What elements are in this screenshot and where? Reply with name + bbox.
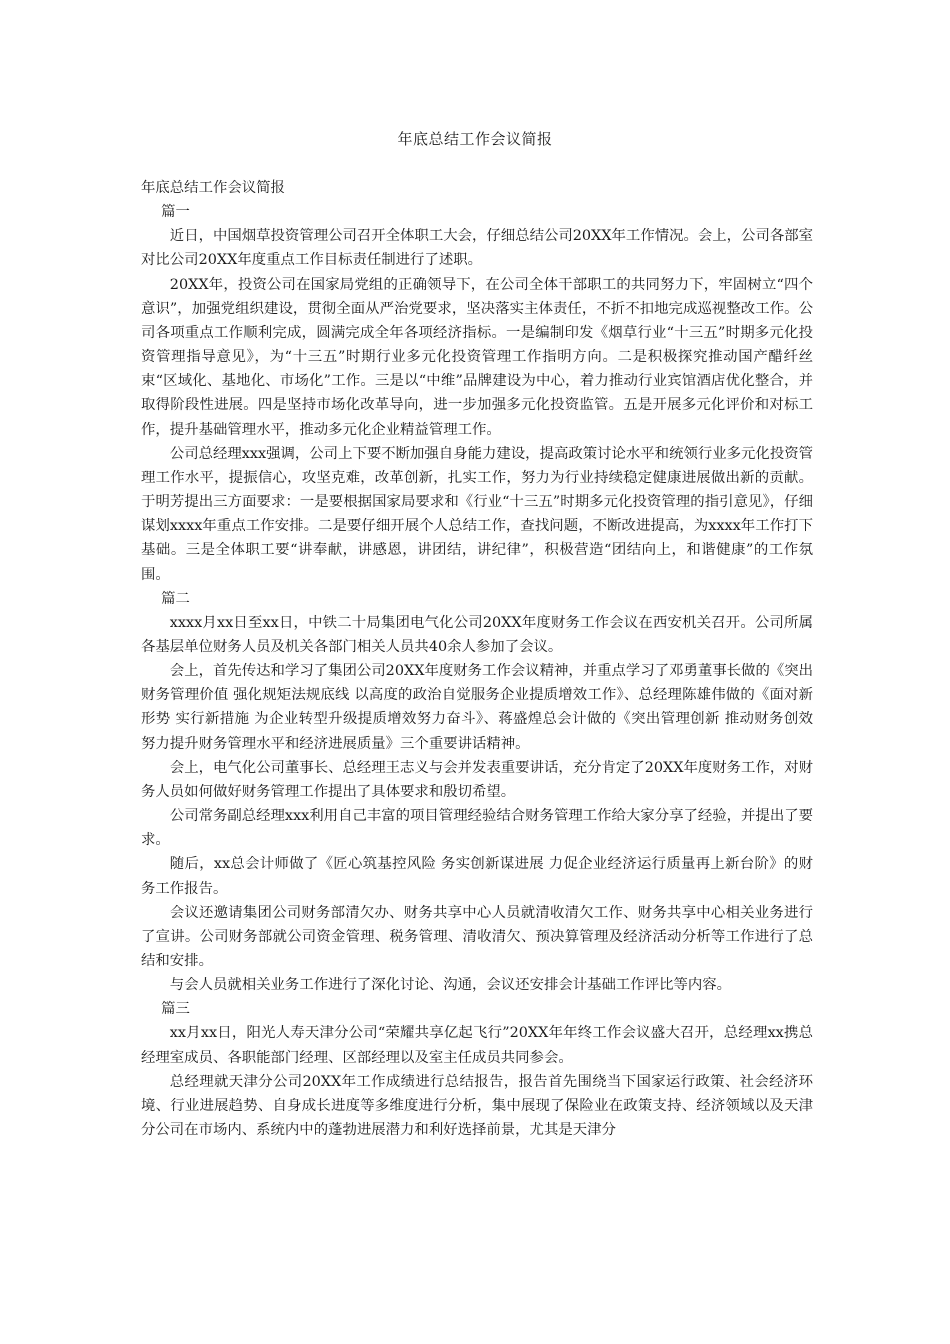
paragraph: 与会人员就相关业务工作进行了深化讨论、沟通，会议还安排会计基础工作评比等内容。 xyxy=(169,977,732,994)
paragraph: 近日，中国烟草投资管理公司召开全体职工大会，仔细总结公司20XX年工作情况。会上，公司各部室对比公司20XX年度重点工作目标责任制进行了述职。 xyxy=(141,228,814,269)
paragraph: 会上，电气化公司董事长、总经理王志义与会并发表重要讲话，充分肯定了20XX年度财务工作，对财务人员如何做好财务管理工作提出了具体要求和殷切希望。 xyxy=(141,759,814,800)
document-subtitle: 年底总结工作会议简报 xyxy=(141,180,285,196)
paragraph: 公司总经理xxx强调，公司上下要不断加强自身能力建设，提高政策讨论水平和统领行业多元化投资管理工作水平，提振信心，攻坚克难，改革创新，扎实工作，努力为行业持续稳定健康进展做出新的贡献。于明芳提出三方面要求：一是要根据国家局要求和《行业“十三五”时期多元化投资管理的指引意见》，仔细谋划xxxx年重点工作安排。二是要仔细开展个人总结工作，查找问题，不断改进提高，为xxxx年工作打下基础。三是全体职工要“讲奉献，讲感恩，讲团结，讲纪律”，积极营造“团结向上，和谐健康”的工作氛围。 xyxy=(141,445,813,583)
paragraph: xx月xx日，阳光人寿天津分公司“荣耀共享亿起飞行”20XX年年终工作会议盛大召开，总经理xx携总经理室成员、各职能部门经理、区部经理以及室主任成员共同参会。 xyxy=(141,1025,813,1066)
section-label: 篇二 xyxy=(161,590,190,607)
paragraph: 20XX年，投资公司在国家局党组的正确领导下，在公司全体干部职工的共同努力下，牢固树立“四个意识”，加强党组织建设，贯彻全面从严治党要求，坚决落实主体责任，不折不扣地完成巡视整改工作。公司各项重点工作顺利完成，圆满完成全年各项经济指标。一是编制印发《烟草行业“十三五”时期多元化投资管理指导意见》，为“十三五”时期行业多元化投资管理工作指明方向。二是积极探究推动国产醋纤丝束“区域化、基地化、市场化”工作。三是以“中维”品牌建设为中心，着力推动行业宾馆酒店优化整合，并取得阶段性进展。四是坚持市场化改革导向，进一步加强多元化投资监管。五是开展多元化评价和对标工作，提升基础管理水平，推动多元化企业精益管理工作。 xyxy=(141,276,813,438)
document-body xyxy=(141,176,813,1142)
page-title: 年底总结工作会议简报 xyxy=(397,130,553,148)
paragraph: 总经理就天津分公司20XX年工作成绩进行总结报告，报告首先围绕当下国家运行政策、社会经济环境、行业进展趋势、自身成长进度等多维度进行分析，集中展现了保险业在政策支持、经济领域以及天津分公司在市场内、系统内中的蓬勃进展潜力和利好选择前景，尤其是天津分 xyxy=(141,1073,813,1139)
paragraph: 会上，首先传达和学习了集团公司20XX年度财务工作会议精神，并重点学习了邓勇董事长做的《突出财务管理价值 强化规矩法规底线 以高度的政治自觉服务企业提质增效工作》、总经理陈雄伟做的《面对新形势 实行新措施 为企业转型升级提质增效努力奋斗》、蒋盛煌总会计做的《突出管理创新 推动财务创效 努力提升财务管理水平和经济进展质量》三个重要讲话精神。 xyxy=(141,663,814,752)
section-label: 篇三 xyxy=(161,1001,190,1018)
section-label: 篇一 xyxy=(161,204,190,221)
paragraph: 会议还邀请集团公司财务部清欠办、财务共享中心人员就清收清欠工作、财务共享中心相关业务进行了宣讲。公司财务部就公司资金管理、税务管理、清收清欠、预决算管理及经济活动分析等工作进行了总结和安排。 xyxy=(141,904,813,969)
paragraph: 随后，xx总会计师做了《匠心筑基控风险 务实创新谋进展 力促企业经济运行质量再上新台阶》的财务工作报告。 xyxy=(141,856,813,897)
paragraph: 公司常务副总经理xxx利用自己丰富的项目管理经验结合财务管理工作给大家分享了经验，并提出了要求。 xyxy=(141,808,813,849)
paragraph: xxxx月xx日至xx日，中铁二十局集团电气化公司20XX年度财务工作会议在西安机关召开。公司所属各基层单位财务人员及机关各部门相关人员共40余人参加了会议。 xyxy=(141,614,813,655)
